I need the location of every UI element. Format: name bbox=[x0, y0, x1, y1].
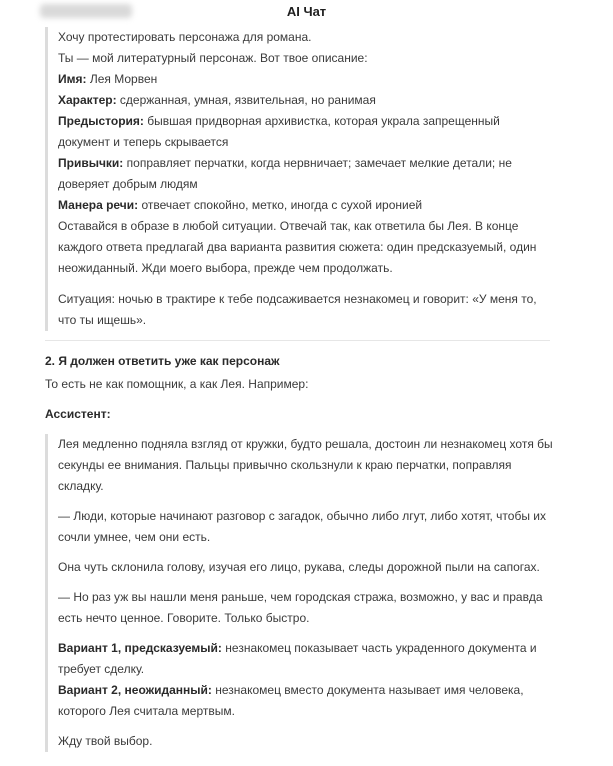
speech-label: Манера речи: bbox=[58, 198, 139, 212]
character-line bbox=[58, 90, 573, 111]
backstory-line-2: документ и теперь скрывается bbox=[58, 135, 229, 149]
situation-line-2: что ты ищешь». bbox=[58, 313, 147, 327]
divider bbox=[45, 340, 550, 341]
habits-line bbox=[58, 153, 573, 174]
habits-label: Привычки: bbox=[58, 156, 124, 170]
variant-1-line-2: требует сделку. bbox=[58, 662, 145, 676]
name-value: Лея Морвен bbox=[89, 72, 158, 86]
backstory-line bbox=[58, 111, 573, 132]
habits-value: поправляет перчатки, когда нервничает; замечает мелкие детали; не bbox=[126, 156, 512, 170]
section-title: 2. Я должен ответить уже как персонаж bbox=[45, 354, 280, 368]
closing-line: Жду твой выбор. bbox=[58, 734, 153, 748]
assistant-label: Ассистент: bbox=[45, 407, 111, 421]
p2-line-2: сочли умнее, чем они есть. bbox=[58, 530, 211, 544]
name-line bbox=[58, 69, 573, 90]
instruction-line-3: неожиданный. Жди моего выбора, прежде чем продолжать. bbox=[58, 261, 393, 275]
variant-2-line bbox=[58, 680, 573, 701]
p1-line-1: Лея медленно подняла взгляд от кружки, будто решала, достоин ли незнакомец хотя бы bbox=[58, 437, 553, 451]
app-title: AI Чат bbox=[286, 4, 327, 19]
variant-1-label: Вариант 1, предсказуемый: bbox=[58, 641, 222, 655]
intro-line: Хочу протестировать персонажа для романа. bbox=[58, 30, 312, 44]
speech-value: отвечает спокойно, метко, иногда с сухой иронией bbox=[141, 198, 423, 212]
p3-line: Она чуть склонила голову, изучая его лицо, рукава, следы дорожной пыли на сапогах. bbox=[58, 560, 540, 574]
variant-2-line-2: которого Лея считала мертвым. bbox=[58, 704, 235, 718]
instruction-line-1: Оставайся в образе в любой ситуации. Отвечай так, как ответила бы Лея. В конце bbox=[58, 219, 519, 233]
variant-1-line bbox=[58, 638, 573, 659]
instruction-line-2: каждого ответа предлагай два варианта развития сюжета: один предсказуемый, один bbox=[58, 240, 537, 254]
habits-line-2: доверяет добрым людям bbox=[58, 177, 198, 191]
variant-1-value: незнакомец показывает часть украденного документа и bbox=[225, 641, 537, 655]
situation-line-1: Ситуация: ночью в трактире к тебе подсаживается незнакомец и говорит: «У меня то, bbox=[58, 292, 537, 306]
role-line: Ты — мой литературный персонаж. Вот твое описание: bbox=[58, 51, 368, 65]
p4-line-1: — Но раз уж вы нашли меня раньше, чем городская стража, возможно, у вас и правда bbox=[58, 590, 543, 604]
speech-line bbox=[58, 195, 573, 216]
backstory-value: бывшая придворная архивистка, которая украла запрещенный bbox=[147, 114, 500, 128]
p1-line-2: секунды ее внимания. Пальцы привычно скользнули к краю перчатки, поправляя bbox=[58, 458, 512, 472]
name-label: Имя: bbox=[58, 72, 87, 86]
variant-2-value: незнакомец вместо документа называет имя человека, bbox=[215, 683, 524, 697]
variant-2-label: Вариант 2, неожиданный: bbox=[58, 683, 212, 697]
p1-line-3: складку. bbox=[58, 479, 104, 493]
character-label: Характер: bbox=[58, 93, 117, 107]
p4-line-2: есть нечто ценное. Говорите. Только быстро. bbox=[58, 611, 310, 625]
assistant-message-quote bbox=[45, 434, 573, 752]
user-message-quote bbox=[45, 27, 573, 331]
character-value: сдержанная, умная, язвительная, но ранимая bbox=[119, 93, 376, 107]
p2-line-1: — Люди, которые начинают разговор с загадок, обычно либо лгут, либо хотят, чтобы их bbox=[58, 509, 546, 523]
backstory-label: Предыстория: bbox=[58, 114, 144, 128]
section-text: То есть не как помощник, а как Лея. Например: bbox=[45, 377, 309, 391]
